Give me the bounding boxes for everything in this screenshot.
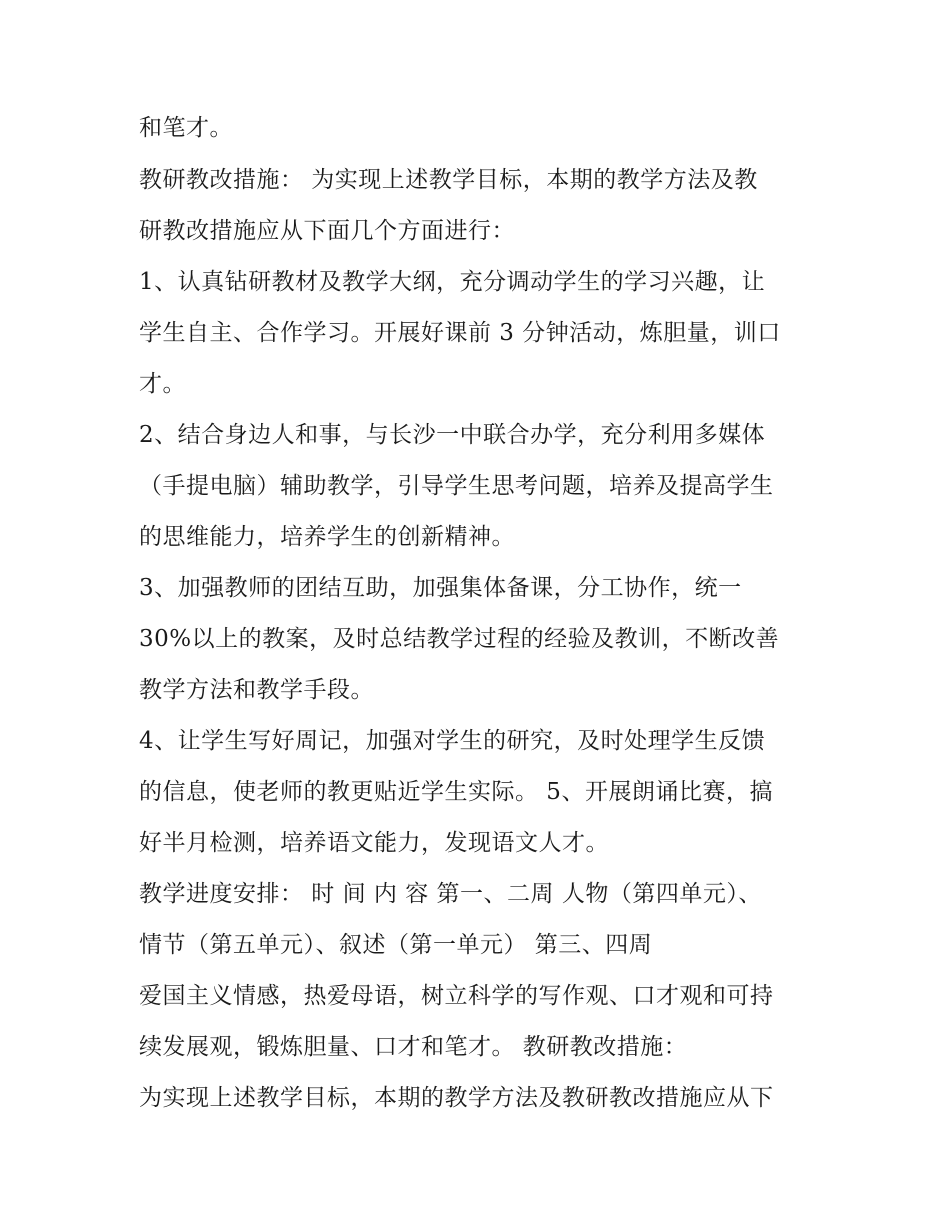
text-line: 教研教改措施： 为实现上述教学目标，本期的教学方法及教 <box>139 167 758 193</box>
text-line: 的信息，使老师的教更贴近学生实际。 5、开展朗诵比赛，搞 <box>139 779 773 805</box>
text-line: 才。 <box>139 371 186 397</box>
text-line: 教学进度安排： 时 间 内 容 第一、二周 人物（第四单元）、 <box>139 881 762 907</box>
text-line: 好半月检测，培养语文能力，发现语文人才。 <box>139 830 609 856</box>
text-line: 30%以上的教案，及时总结教学过程的经验及教训，不断改善 <box>139 626 780 652</box>
text-line: 爱国主义情感，热爱母语，树立科学的写作观、口才观和可持 <box>139 983 774 1009</box>
text-line: 2、结合身边人和事，与长沙一中联合办学，充分利用多媒体 <box>139 422 766 448</box>
text-line: 学生自主、合作学习。开展好课前 3 分钟活动，炼胆量，训口 <box>139 320 781 346</box>
text-line: 3、加强教师的团结互助，加强集体备课，分工协作，统一 <box>139 575 742 601</box>
text-line: 4、让学生写好周记，加强对学生的研究，及时处理学生反馈 <box>139 728 766 754</box>
text-line: 和笔才。 <box>139 115 233 141</box>
text-line: 情节（第五单元）、叙述（第一单元） 第三、四周 <box>139 932 653 958</box>
text-line: 教学方法和教学手段。 <box>139 677 374 703</box>
text-line: （手提电脑）辅助教学，引导学生思考问题，培养及提高学生 <box>139 473 774 499</box>
text-line: 的思维能力，培养学生的创新精神。 <box>139 524 515 550</box>
text-line: 研教改措施应从下面几个方面进行： <box>139 218 515 244</box>
text-line: 为实现上述教学目标，本期的教学方法及教研教改措施应从下 <box>139 1085 774 1111</box>
text-line: 续发展观，锻炼胆量、口才和笔才。 教研教改措施： <box>139 1034 688 1060</box>
text-line: 1、认真钻研教材及教学大纲，充分调动学生的学习兴趣，让 <box>139 269 766 295</box>
